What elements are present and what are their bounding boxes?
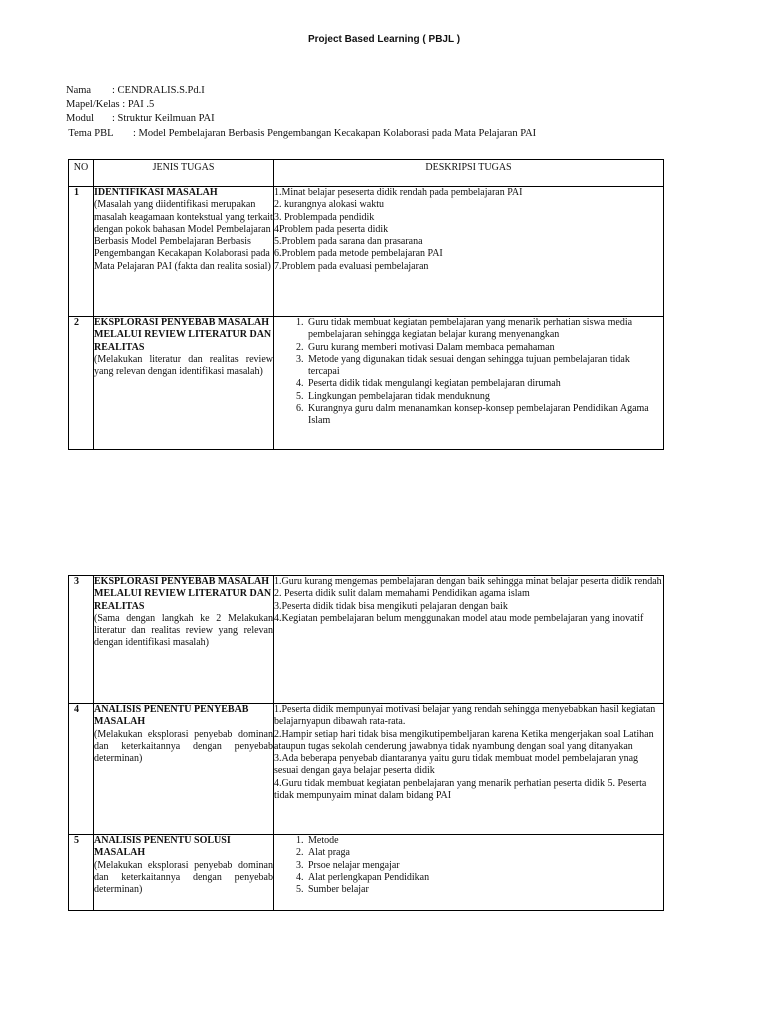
description-line: 2.Hampir setiap hari tidak bisa mengikutipembeljaran karena Ketika mengerjakan soal Latihan ataupun tugas sekolah cenderung jawabnya tidak nyambung dengan soal yang ditanyakan <box>274 728 654 752</box>
header-deskripsi-tugas: DESKRIPSI TUGAS <box>274 160 664 187</box>
header-jenis-tugas: JENIS TUGAS <box>94 160 274 187</box>
task-type-heading: EKSPLORASI PENYEBAB MASALAH MELALUI REVIEW LITERATUR DAN REALITAS <box>94 576 272 612</box>
list-item: 4. Peserta didik tidak mengulangi kegiatan pembelajaran dirumah <box>306 378 663 390</box>
task-type-heading: EKSPLORASI PENYEBAB MASALAH MELALUI REVIEW LITERATUR DAN REALITAS <box>94 317 272 353</box>
description-list <box>274 835 663 896</box>
description-line: 3. Problempada pendidik <box>274 211 375 223</box>
task-type-cell <box>94 317 274 450</box>
list-item: 3. Prsoe nelajar mengajar <box>306 860 663 872</box>
row-number: 3 <box>69 576 94 704</box>
list-item: 1. Metode <box>306 835 663 847</box>
meta-nama: Nama : CENDRALIS.S.Pd.I <box>66 85 205 96</box>
description-line: 4.Guru tidak membuat kegiatan penbelajaran yang menarik perhatian peserta didik 5. Peserta tidak mempunyaim minat dalam bidang PAI <box>274 777 647 802</box>
row-number: 5 <box>69 835 94 911</box>
table-header-row <box>69 160 664 187</box>
list-item: 3. Metode yang digunakan tidak sesuai dengan sehingga tujuan pembelajaran tidak tercapai <box>306 354 663 379</box>
description-line: 3.Peserta didik tidak bisa mengikuti pelajaran dengan baik <box>274 600 508 612</box>
task-table-part-1 <box>68 159 664 450</box>
description-list <box>274 317 663 428</box>
description-line: 1.Minat belajar peseserta didik rendah pada pembelajaran PAI <box>274 187 523 198</box>
description-line: 2. kurangnya alokasi waktu <box>274 199 384 211</box>
meta-tema-pbl: Tema PBL : Model Pembelajaran Berbasis Pengembangan Kecakapan Kolaborasi pada Mata Pelajaran PAI <box>66 127 537 139</box>
document-title: Project Based Learning ( PBJL ) <box>307 34 461 45</box>
identity-block <box>66 84 536 141</box>
task-description-cell <box>274 704 664 835</box>
description-line: 3.Ada beberapa penyebab diantaranya yaitu guru tidak membuat model pembelajaran ynag sesuai dengan gaya belajar peserta didik <box>274 753 639 777</box>
description-line: 4Problem pada peserta didik <box>274 223 389 235</box>
description-line: 7.Problem pada evaluasi pembelajaran <box>274 260 429 272</box>
row-number: 2 <box>69 317 94 450</box>
table-row <box>69 317 664 450</box>
task-type-cell <box>94 704 274 835</box>
task-type-description: (Masalah yang diidentifikasi merupakan masalah keagamaan kontekstual yang terkait dengan pokok bahasan Model Pembelajaran Berbasis Model Pembelajaran Berbasis Pengembangan Kecakapan Kolaborasi pada Mata Pelajaran PAI (fakta dan realita sosial) <box>94 199 273 272</box>
list-item: 4. Alat perlengkapan Pendidikan <box>306 872 663 884</box>
meta-modul: Modul : Struktur Keilmuan PAI <box>66 113 215 125</box>
task-type-heading: ANALISIS PENENTU PENYEBAB MASALAH <box>94 704 249 728</box>
description-line: 5.Problem pada sarana dan prasarana <box>274 236 423 248</box>
description-line: 1.Guru kurang mengemas pembelajaran dengan baik sehingga minat belajar peserta didik rendah <box>274 576 662 587</box>
task-table-part-2 <box>68 575 664 911</box>
table-row <box>69 187 664 317</box>
task-type-description: (Melakukan eksplorasi penyebab dominan dan keterkaitannya dengan penyebab determinan) <box>94 728 273 765</box>
task-type-description: (Melakukan eksplorasi penyebab dominan dan keterkaitannya dengan penyebab determinan) <box>94 859 273 896</box>
table-row <box>69 576 664 704</box>
task-type-cell <box>94 835 274 911</box>
meta-mapel-kelas: Mapel/Kelas : PAI .5 <box>66 99 155 111</box>
row-number: 1 <box>69 187 94 317</box>
description-line: 6.Problem pada metode pembelajaran PAI <box>274 248 443 260</box>
list-item: 5. Sumber belajar <box>306 884 663 896</box>
task-description-cell <box>274 576 664 704</box>
row-number: 4 <box>69 704 94 835</box>
list-item: 2. Alat praga <box>306 847 663 859</box>
list-item: 2. Guru kurang memberi motivasi Dalam membaca pemahaman <box>306 342 663 354</box>
table-row <box>69 704 664 835</box>
list-item: 6. Kurangnya guru dalm menanamkan konsep-konsep pembelajaran Pendidikan Agama Islam <box>306 403 663 428</box>
description-line: 2. Peserta didik sulit dalam memahami Pendidikan agama islam <box>274 588 530 600</box>
task-description-cell <box>274 835 664 911</box>
task-description-cell <box>274 317 664 450</box>
list-item: 5. Lingkungan pembelajaran tidak menduknung <box>306 391 663 403</box>
header-no: NO <box>69 160 94 187</box>
task-type-cell <box>94 187 274 317</box>
task-type-description: (Sama dengan langkah ke 2 Melakukan literatur dan realitas review yang relevan dengan identifikasi masalah) <box>94 612 273 649</box>
task-type-heading: ANALISIS PENENTU SOLUSI MASALAH <box>94 835 231 859</box>
table-row <box>69 835 664 911</box>
description-line: 4.Kegiatan pembelajaran belum menggunakan model atau mode pembelajaran yang inovatif <box>274 612 644 624</box>
task-type-cell <box>94 576 274 704</box>
task-type-heading: IDENTIFIKASI MASALAH <box>94 187 218 198</box>
description-line: 1.Peserta didik mempunyai motivasi belajar yang rendah sehingga menyebabkan hasil kegiatan belajarnyapun dibawah rata-rata. <box>274 704 656 728</box>
list-item: 1. Guru tidak membuat kegiatan pembelajaran yang menarik perhatian siswa media pembelajaran sehingga kegiatan belajar kurang menyenangkan <box>306 317 663 342</box>
task-type-description: (Melakukan literatur dan realitas review yang relevan dengan identifikasi masalah) <box>94 353 273 378</box>
task-description-cell <box>274 187 664 317</box>
